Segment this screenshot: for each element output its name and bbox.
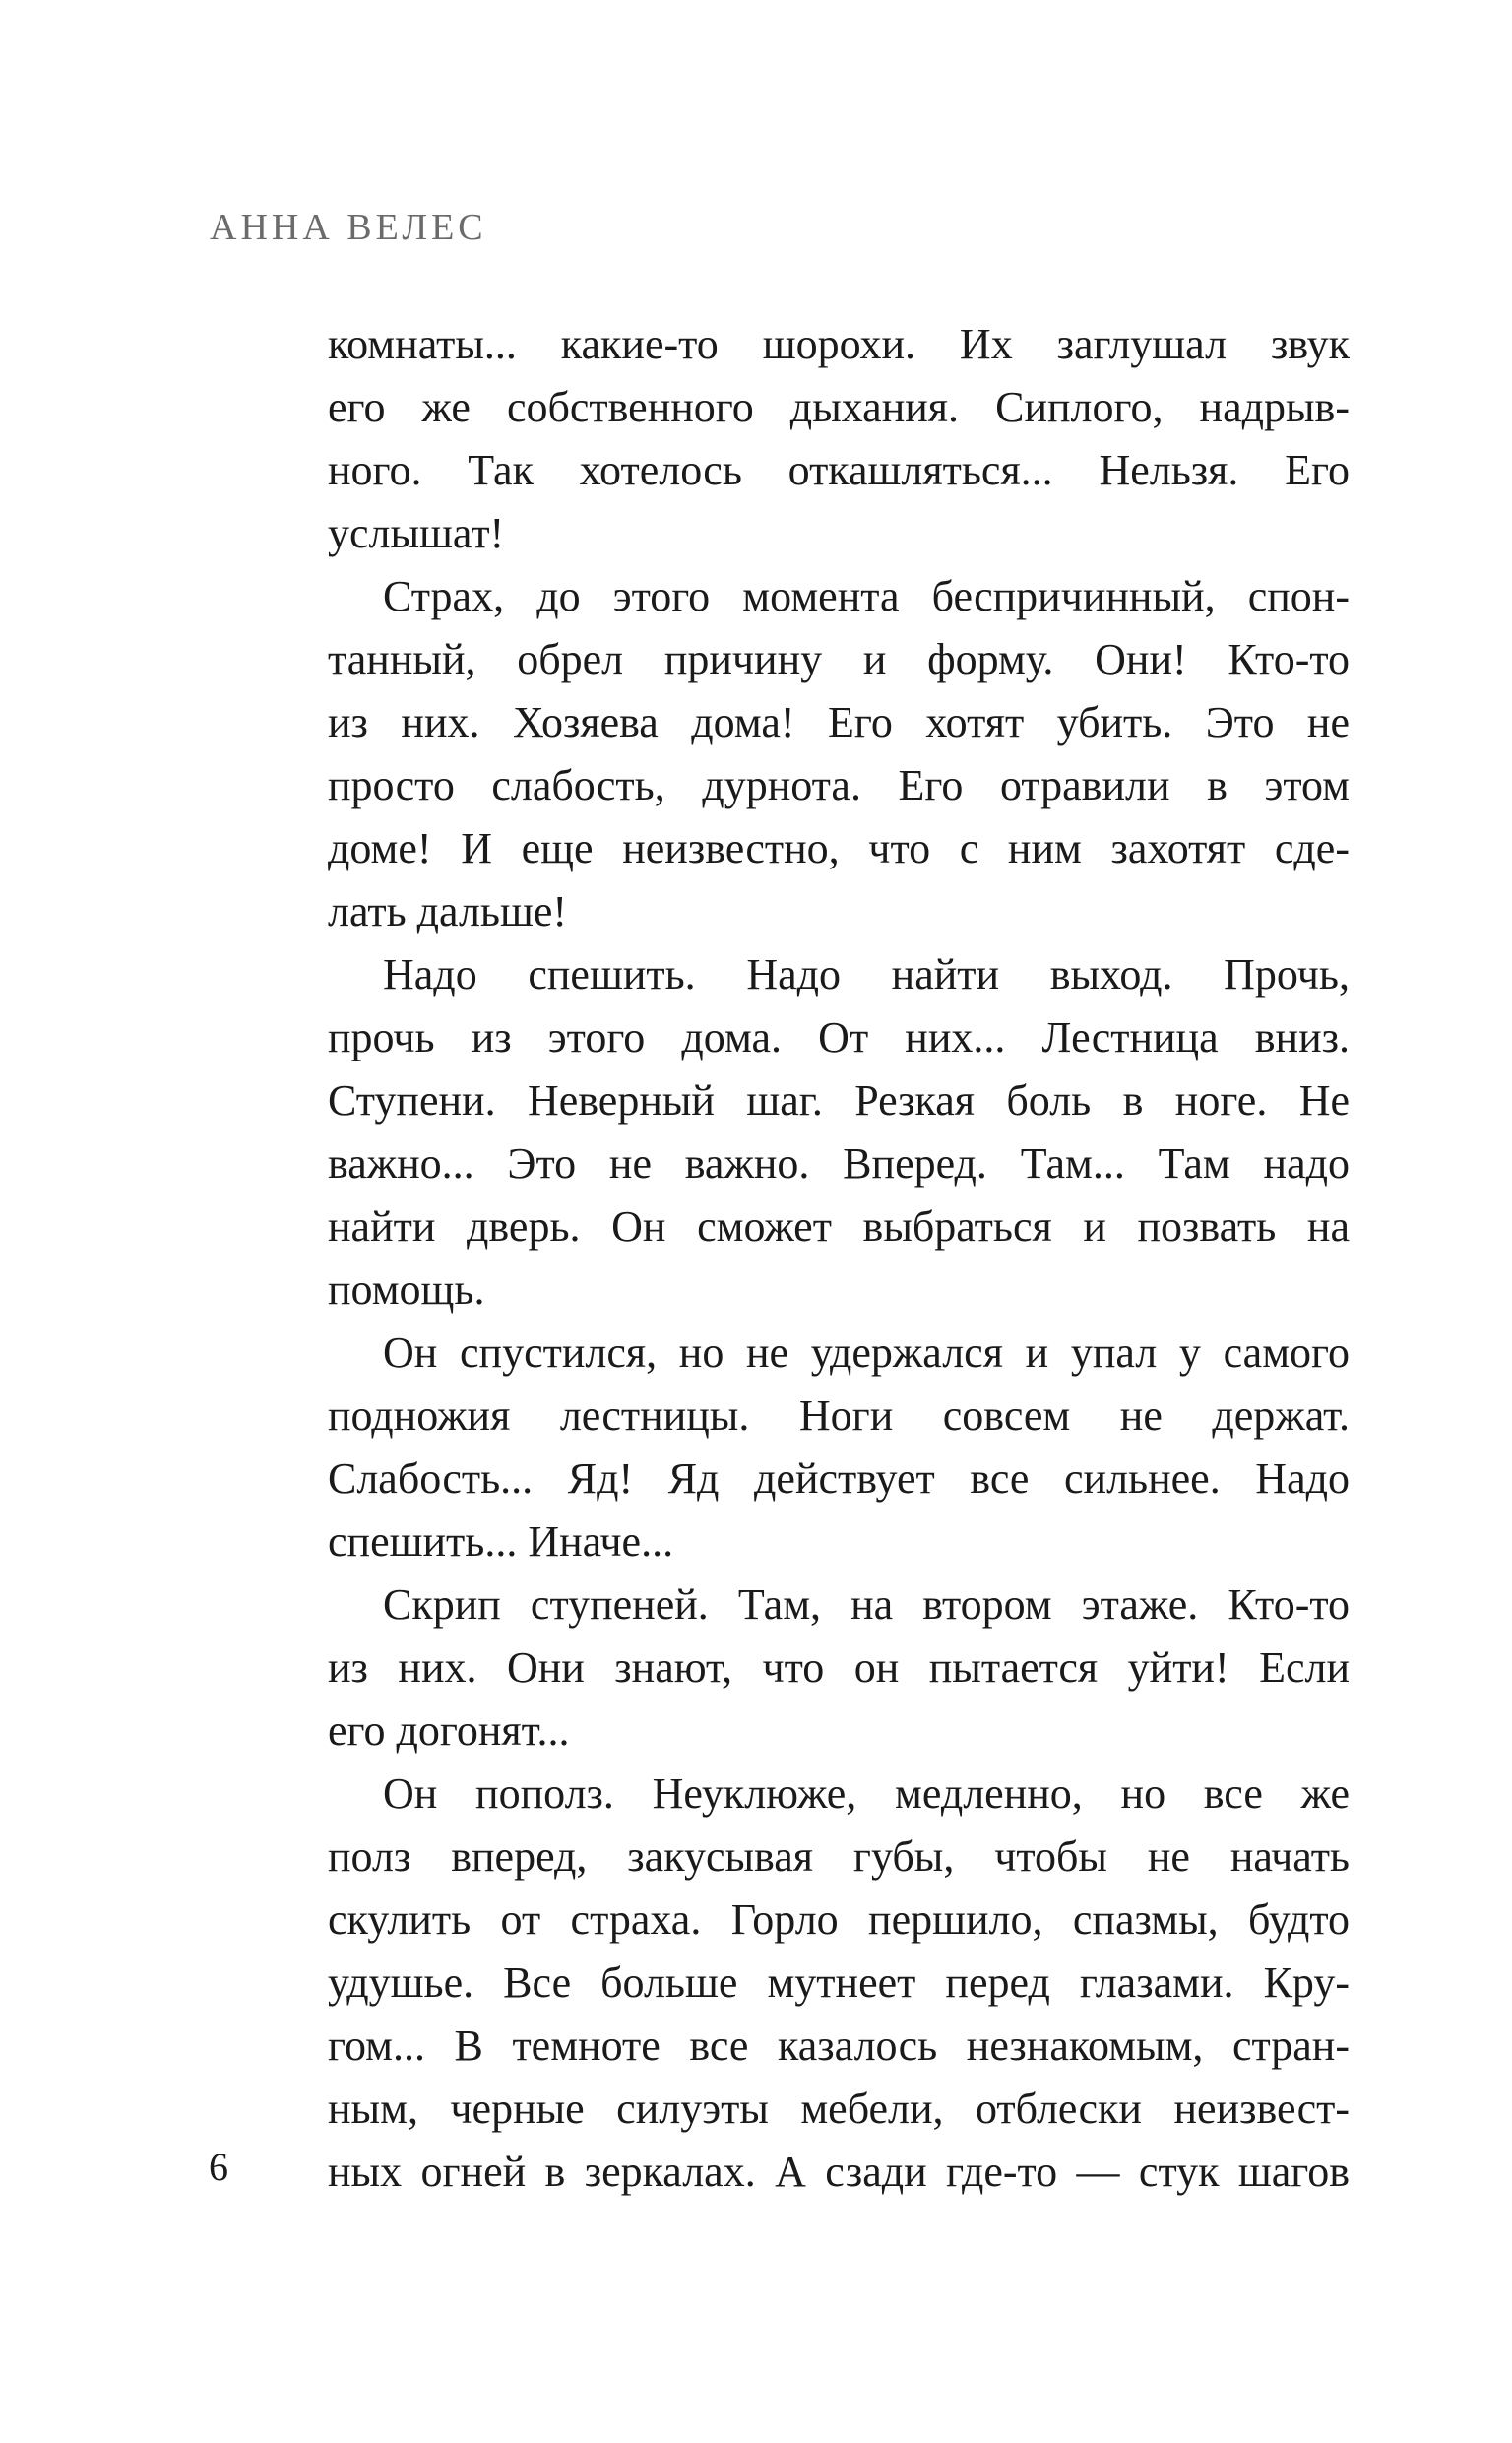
text-line: подножия лестницы. Ноги совсем не держат.	[328, 1391, 1350, 1440]
text-line: его же собственного дыхания. Сиплого, надрыв-	[328, 383, 1350, 431]
text-line: спешить... Иначе...	[328, 1517, 674, 1566]
text-line: из них. Они знают, что он пытается уйти! Если	[328, 1643, 1350, 1692]
text-line: важно... Это не важно. Вперед. Там... Там надо	[328, 1139, 1350, 1188]
text-line: прочь из этого дома. От них... Лестница вниз.	[328, 1013, 1350, 1061]
text-line: комнаты... какие-то шорохи. Их заглушал звук	[328, 320, 1350, 368]
text-line: Он пополз. Неуклюже, медленно, но все же	[383, 1769, 1350, 1818]
text-line: гом... В темноте все казалось незнакомым, стран-	[328, 2022, 1350, 2070]
text-line: лать дальше!	[328, 887, 568, 935]
text-line: Он спустился, но не удержался и упал у самого	[383, 1328, 1350, 1377]
text-line: услышат!	[328, 509, 505, 557]
text-line: танный, обрел причину и форму. Они! Кто-то	[328, 635, 1350, 683]
text-line: удушье. Все больше мутнеет перед глазами. Кру-	[328, 1959, 1350, 2007]
text-line: Надо спешить. Надо найти выход. Прочь,	[383, 950, 1350, 998]
text-line: доме! И еще неизвестно, что с ним захотят сде-	[328, 824, 1350, 872]
running-head: АННА ВЕЛЕС	[210, 207, 487, 248]
text-line: Страх, до этого момента беспричинный, спон-	[383, 572, 1350, 620]
text-line: из них. Хозяева дома! Его хотят убить. Это не	[328, 698, 1350, 746]
text-line: скулить от страха. Горло першило, спазмы, будто	[328, 1896, 1350, 1944]
text-line: помощь.	[328, 1265, 485, 1314]
text-line: ным, черные силуэты мебели, отблески неизвест-	[328, 2085, 1350, 2133]
body-text	[328, 313, 1350, 2204]
text-line: просто слабость, дурнота. Его отравили в этом	[328, 761, 1350, 809]
text-line: ных огней в зеркалах. А сзади где-то — стук шагов	[328, 2148, 1350, 2196]
text-line: Скрип ступеней. Там, на втором этаже. Кто-то	[383, 1580, 1350, 1629]
text-line: Слабость... Яд! Яд действует все сильнее. Надо	[328, 1454, 1350, 1503]
text-line: Ступени. Неверный шаг. Резкая боль в ноге. Не	[328, 1076, 1350, 1125]
text-line: полз вперед, закусывая губы, чтобы не начать	[328, 1832, 1350, 1881]
text-line: найти дверь. Он сможет выбраться и позвать на	[328, 1202, 1350, 1251]
page-number: 6	[209, 2145, 228, 2189]
text-line: ного. Так хотелось откашляться... Нельзя. Его	[328, 446, 1350, 494]
text-line: его догонят...	[328, 1706, 570, 1755]
